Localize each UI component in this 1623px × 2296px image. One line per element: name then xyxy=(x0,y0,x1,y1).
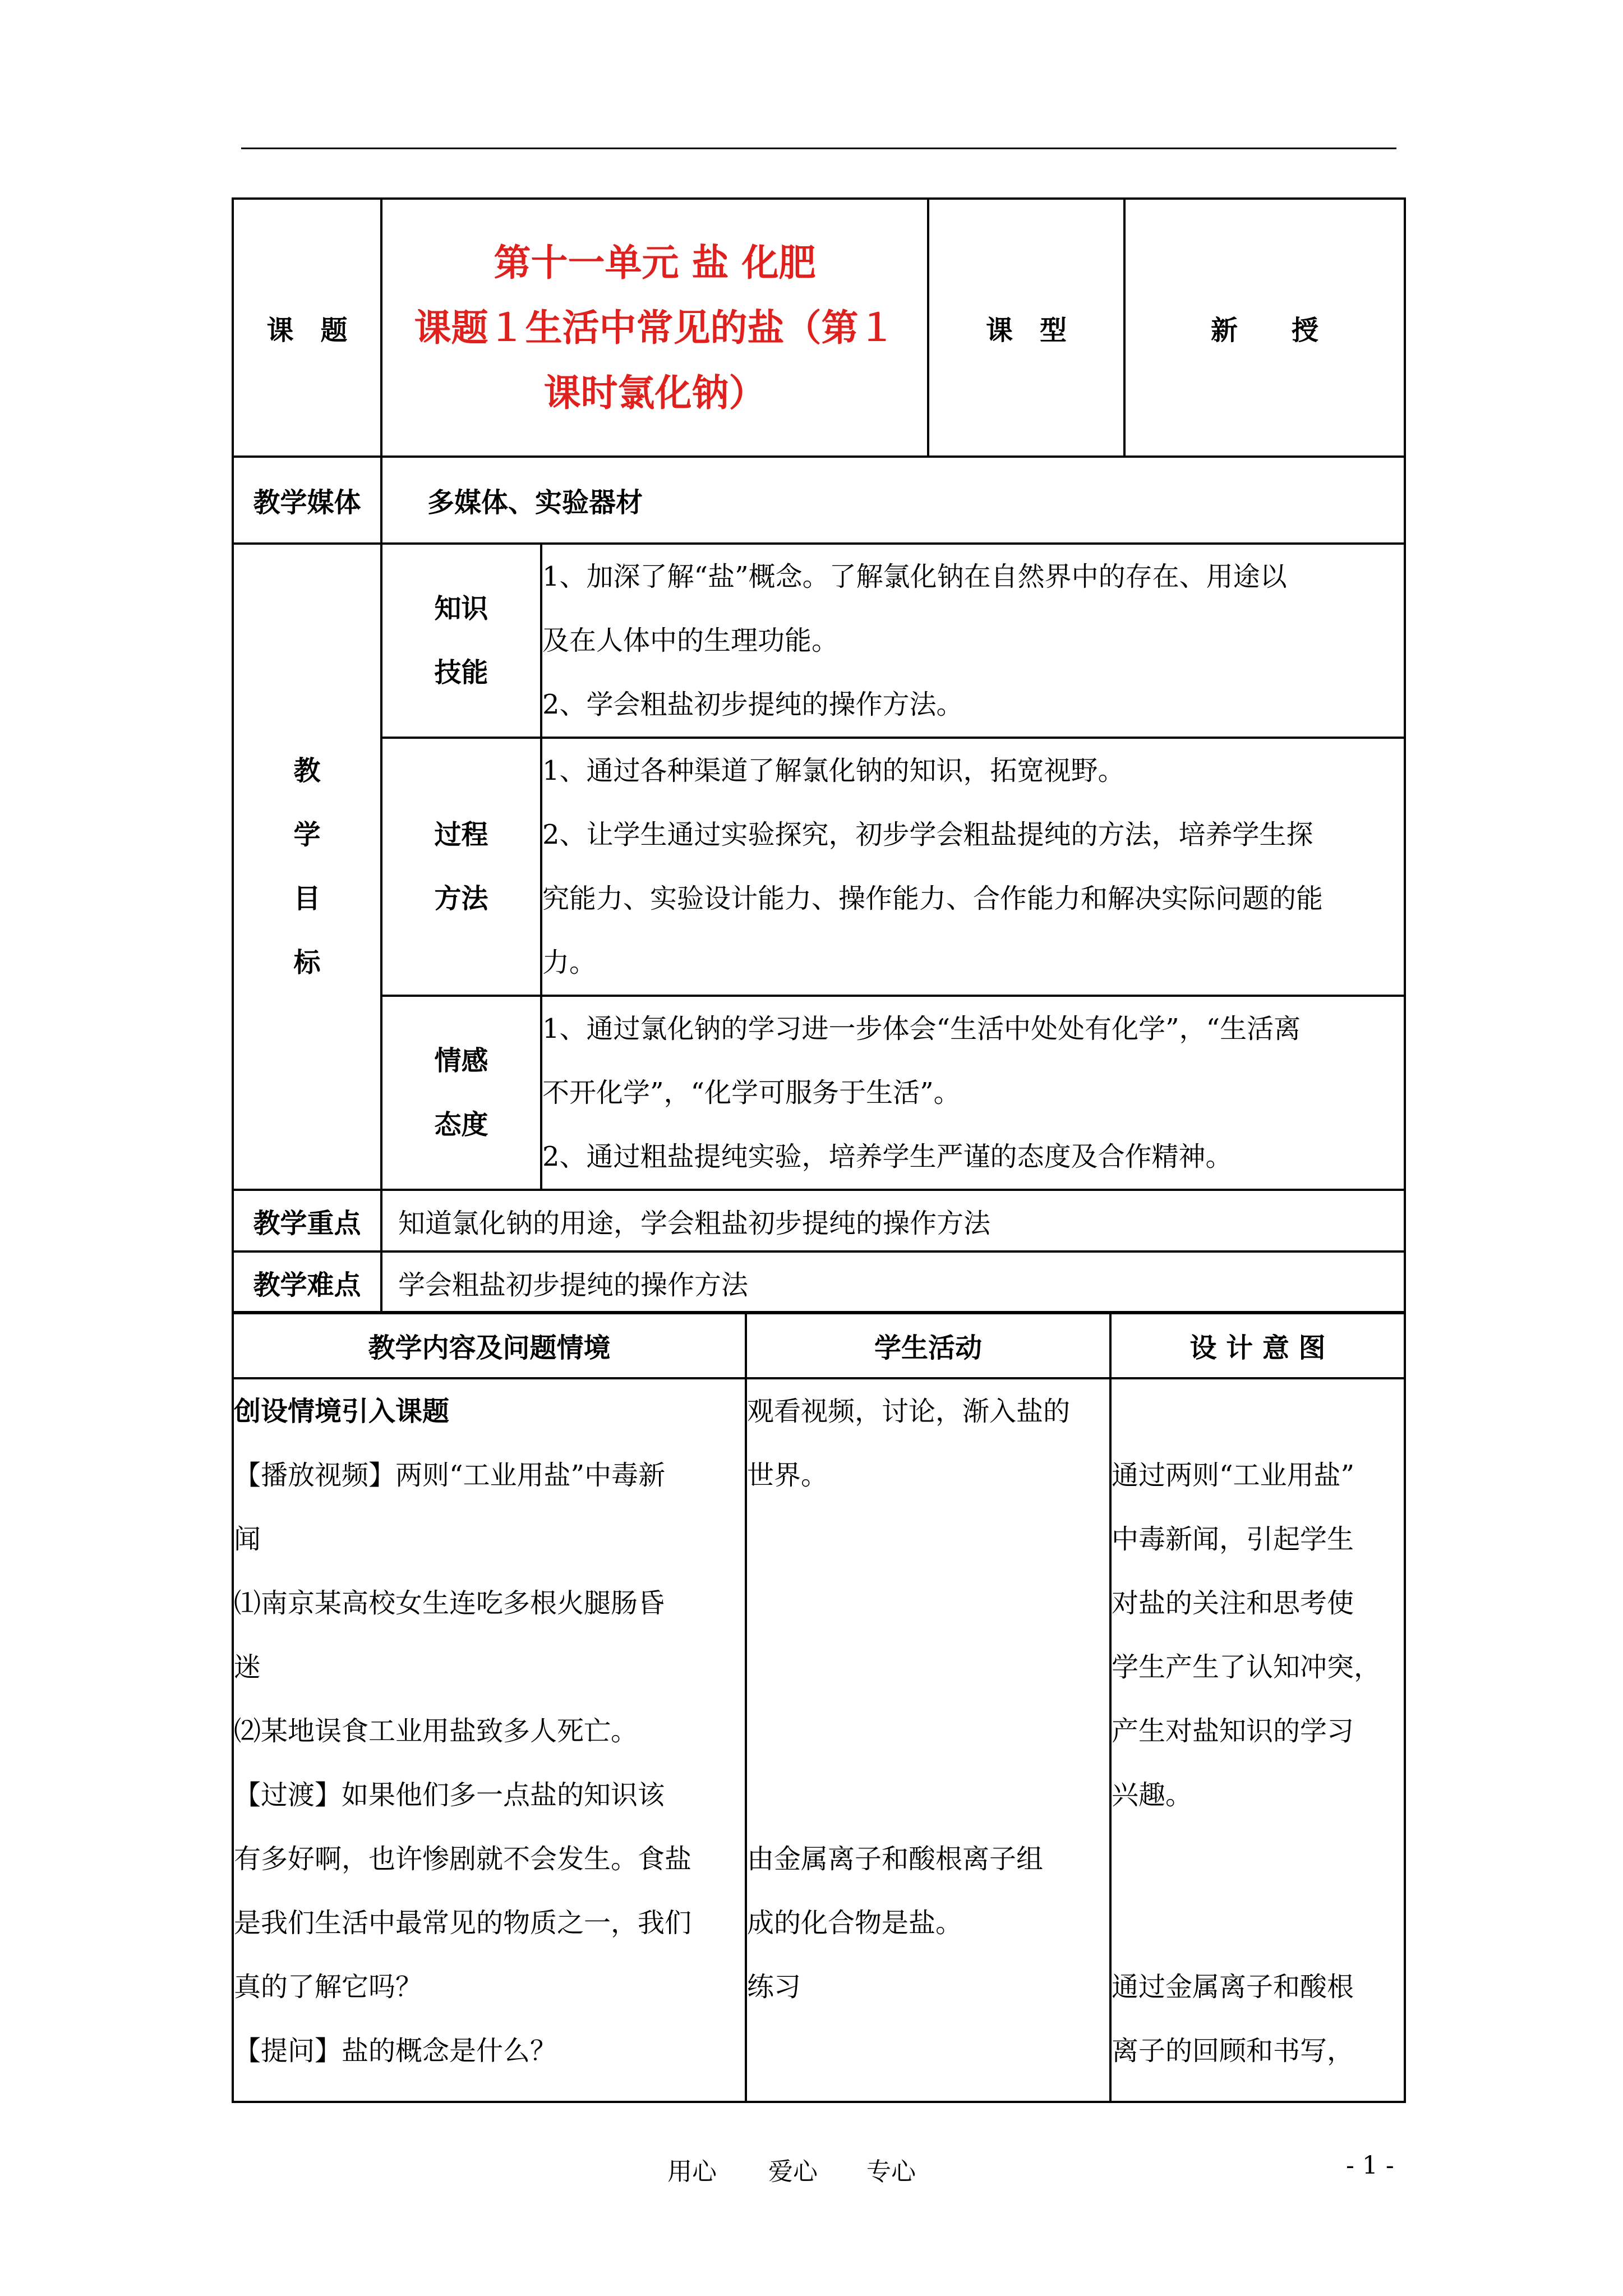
goals-char-2: 学 xyxy=(293,819,321,850)
process-line: 力。 xyxy=(542,947,597,978)
activity-line xyxy=(747,1507,1109,1571)
intent-line: 对盐的关注和思考使 xyxy=(1112,1588,1354,1619)
emotion-line: 2、通过粗盐提纯实验，培养学生严谨的态度及合作精神。 xyxy=(542,1141,1233,1172)
process-text xyxy=(541,738,1405,996)
knowledge-label-2: 技能 xyxy=(434,657,488,688)
activity-line: 观看视频，讨论，渐入盐的 xyxy=(747,1396,1071,1427)
footer-motto-3: 专心 xyxy=(866,2157,916,2186)
content-line: ⑴南京某高校女生连吃多根火腿肠昏 xyxy=(234,1588,665,1619)
type-label: 课 型 xyxy=(928,199,1124,457)
emotion-text xyxy=(541,996,1405,1190)
header-content: 教学内容及问题情境 xyxy=(233,1312,746,1378)
intent-line: 通过金属离子和酸根 xyxy=(1112,1971,1354,2003)
footer-motto-1: 用心 xyxy=(667,2157,717,2186)
knowledge-line: 1、加深了解“盐”概念。了解氯化钠在自然界中的存在、用途以 xyxy=(542,561,1287,592)
media-label: 教学媒体 xyxy=(233,457,381,544)
activity-line: 由金属离子和酸根离子组 xyxy=(747,1843,1044,1875)
activity-line: 练习 xyxy=(747,1971,801,2003)
emotion-line: 不开化学”，“化学可服务于生活”。 xyxy=(542,1077,961,1108)
content-line: 【过渡】如果他们多一点盐的知识该 xyxy=(234,1779,665,1811)
header-rule xyxy=(241,148,1396,149)
emotion-label-2: 态度 xyxy=(434,1109,488,1140)
content-line: 是我们生活中最常见的物质之一，我们 xyxy=(234,1907,692,1939)
footer-motto-2: 爱心 xyxy=(768,2157,818,2186)
topic-label: 课 题 xyxy=(233,199,381,457)
header-intent: 设 计 意 图 xyxy=(1110,1312,1405,1378)
lesson-info-table xyxy=(232,197,1406,1314)
title-line-3: 课时氯化钠） xyxy=(543,371,766,415)
content-line: 【提问】盐的概念是什么？ xyxy=(234,2035,557,2067)
process-line: 究能力、实验设计能力、操作能力、合作能力和解决实际问题的能 xyxy=(542,883,1324,914)
process-line: 2、让学生通过实验探究，初步学会粗盐提纯的方法，培养学生探 xyxy=(542,819,1313,850)
intent-line: 离子的回顾和书写， xyxy=(1112,2035,1354,2067)
content-line: 创设情境引入课题 xyxy=(234,1396,450,1427)
title-line-2: 课题１生活中常见的盐（第１ xyxy=(414,306,896,349)
goals-char-3: 目 xyxy=(293,883,321,914)
activity-column xyxy=(746,1378,1110,2102)
intent-line xyxy=(1112,1379,1404,1443)
key-label: 教学重点 xyxy=(233,1190,381,1251)
activity-line: 世界。 xyxy=(747,1460,828,1491)
title-line-1: 第十一单元 盐 化肥 xyxy=(494,241,816,284)
content-line: 【播放视频】两则“工业用盐”中毒新 xyxy=(234,1460,666,1491)
emotion-label-1: 情感 xyxy=(434,1045,488,1076)
activity-line xyxy=(747,1699,1109,1763)
activity-line xyxy=(747,1571,1109,1635)
page-number: - 1 - xyxy=(1346,2151,1394,2180)
goals-char-1: 教 xyxy=(293,755,321,786)
lesson-content-table xyxy=(232,1311,1406,2103)
intent-line xyxy=(1112,1827,1404,1891)
key-value: 知道氯化钠的用途，学会粗盐初步提纯的操作方法 xyxy=(381,1190,1405,1251)
knowledge-text xyxy=(541,544,1405,738)
intent-line: 学生产生了认知冲突， xyxy=(1112,1651,1381,1683)
content-line: 闻 xyxy=(234,1524,261,1555)
knowledge-label xyxy=(381,544,541,738)
content-line: 迷 xyxy=(234,1651,261,1683)
process-label xyxy=(381,738,541,996)
lesson-title xyxy=(381,199,928,457)
intent-line: 通过两则“工业用盐” xyxy=(1112,1460,1355,1491)
process-line: 1、通过各种渠道了解氯化钠的知识，拓宽视野。 xyxy=(542,755,1125,786)
content-line: 有多好啊，也许惨剧就不会发生。食盐 xyxy=(234,1843,692,1875)
knowledge-label-1: 知识 xyxy=(434,593,488,624)
knowledge-line: 及在人体中的生理功能。 xyxy=(542,625,839,656)
content-column xyxy=(233,1378,746,2102)
type-value: 新 授 xyxy=(1124,199,1405,457)
activity-line xyxy=(747,1635,1109,1699)
emotion-line: 1、通过氯化钠的学习进一步体会“生活中处处有化学”，“生活离 xyxy=(542,1013,1301,1045)
difficulty-label: 教学难点 xyxy=(233,1251,381,1313)
goals-label xyxy=(233,544,381,1190)
content-line: ⑵某地误食工业用盐致多人死亡。 xyxy=(234,1715,638,1747)
goals-char-4: 标 xyxy=(293,947,321,978)
intent-line: 中毒新闻，引起学生 xyxy=(1112,1524,1354,1555)
intent-line: 产生对盐知识的学习 xyxy=(1112,1715,1354,1747)
content-line: 真的了解它吗？ xyxy=(234,1971,423,2003)
difficulty-value: 学会粗盐初步提纯的操作方法 xyxy=(381,1251,1405,1313)
knowledge-line: 2、学会粗盐初步提纯的操作方法。 xyxy=(542,689,963,720)
process-label-1: 过程 xyxy=(434,819,488,850)
process-label-2: 方法 xyxy=(434,883,488,914)
intent-column xyxy=(1110,1378,1405,2102)
activity-line: 成的化合物是盐。 xyxy=(747,1907,963,1939)
intent-line: 兴趣。 xyxy=(1112,1779,1193,1811)
header-activity: 学生活动 xyxy=(746,1312,1110,1378)
activity-line xyxy=(747,1763,1109,1827)
intent-line xyxy=(1112,1891,1404,1955)
media-value: 多媒体、实验器材 xyxy=(381,457,1405,544)
emotion-label xyxy=(381,996,541,1190)
